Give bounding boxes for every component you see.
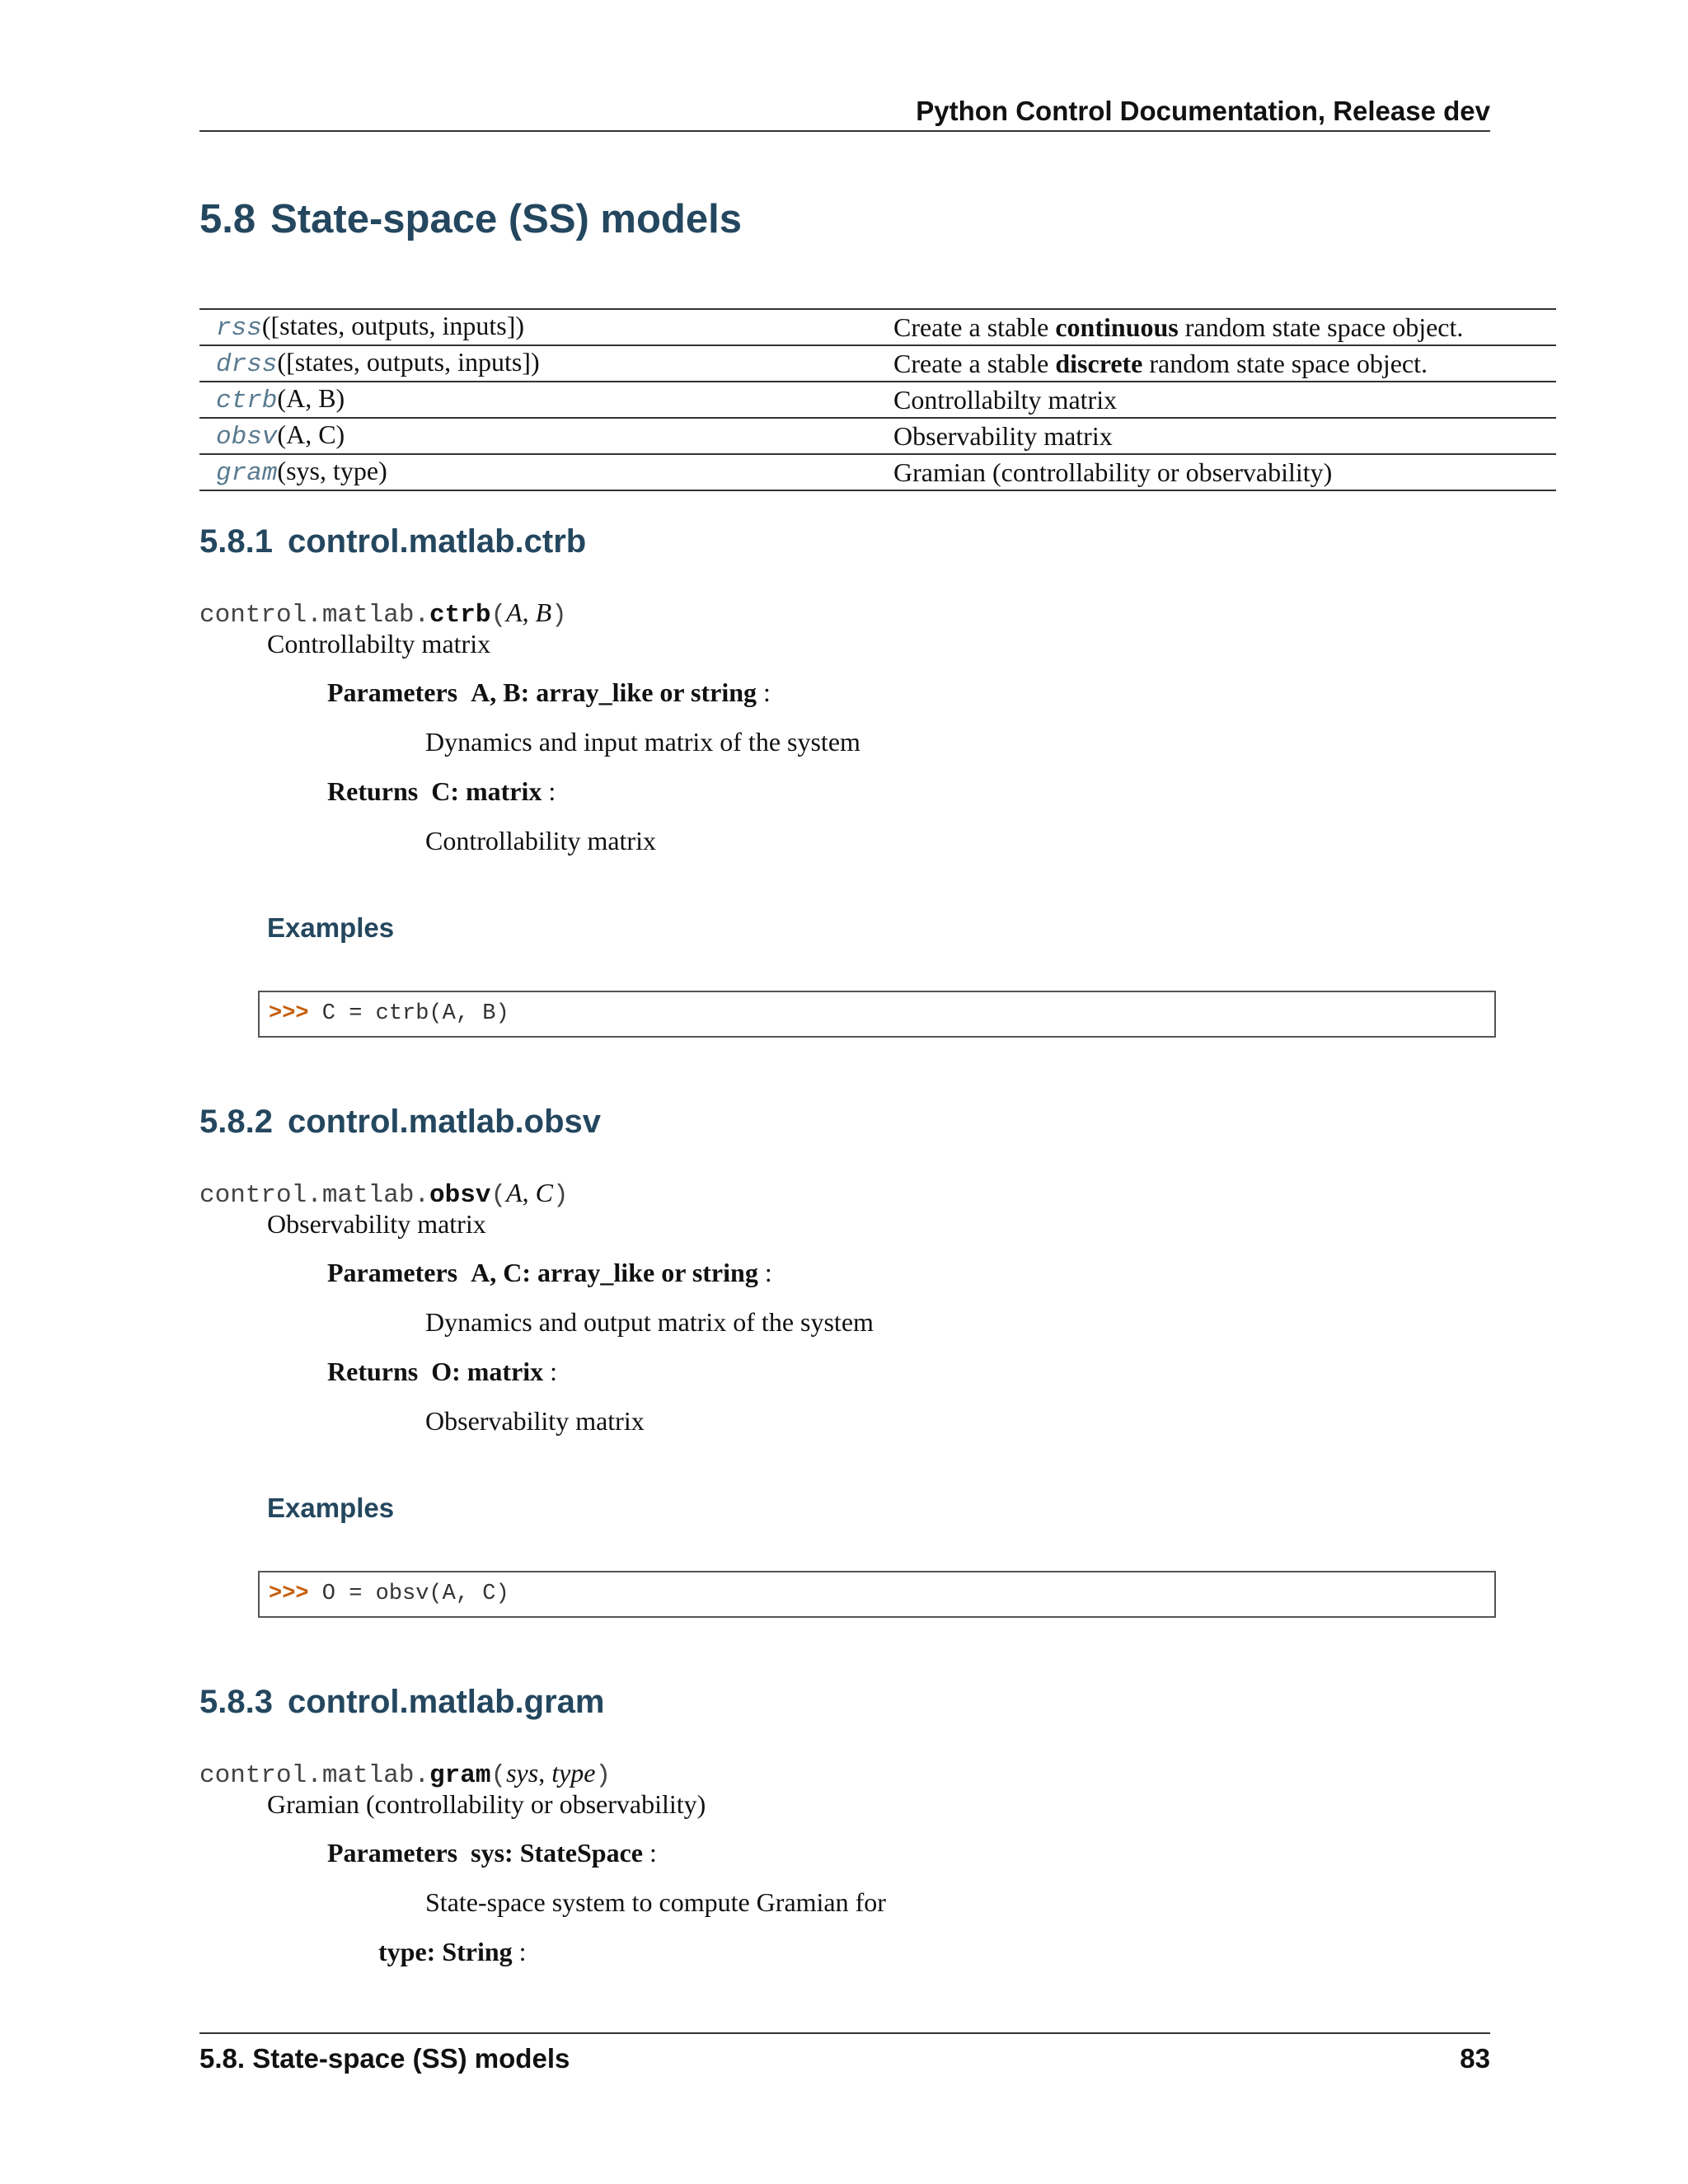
signature-paren: )	[551, 601, 567, 630]
signature-function-name: gram	[429, 1761, 491, 1790]
function-link-ctrb[interactable]: ctrb	[216, 387, 278, 415]
param-name: A, B: array_like or string	[471, 677, 757, 707]
description-emphasis: discrete	[1055, 348, 1143, 378]
signature-paren: )	[552, 1181, 569, 1210]
returns-field	[327, 775, 556, 808]
field-label: Parameters	[327, 1258, 458, 1287]
description-text: Gramian (controllability or observability)	[893, 457, 1333, 487]
param-description: Dynamics and output matrix of the system	[425, 1307, 874, 1337]
table-row	[199, 382, 1556, 418]
signature-arg: B	[535, 598, 552, 627]
function-summary: Gramian (controllability or observability)	[267, 1789, 706, 1819]
param-colon: :	[757, 1258, 772, 1287]
function-link-rss[interactable]: rss	[216, 314, 262, 343]
param-name: A, C: array_like or string	[471, 1258, 758, 1287]
signature-module: control.matlab.	[199, 601, 430, 630]
parameters-field	[327, 1256, 772, 1289]
table-cell-description	[893, 309, 1556, 345]
table-cell-signature	[199, 418, 893, 454]
signature-paren: )	[595, 1761, 612, 1790]
subsection-title-text: control.matlab.ctrb	[287, 523, 587, 560]
signature-paren: (	[490, 1181, 507, 1210]
subsection-title-ctrb	[199, 521, 586, 562]
table-cell-signature	[199, 309, 893, 345]
function-args: (A, C)	[277, 419, 345, 449]
table-cell-signature	[199, 382, 893, 418]
table-cell-description	[893, 418, 1556, 454]
param-description: State-space system to compute Gramian for	[425, 1887, 886, 1917]
examples-heading: Examples	[267, 912, 395, 943]
signature-paren: (	[490, 1761, 507, 1790]
running-header-title: Python Control Documentation, Release dev	[916, 96, 1490, 126]
table-cell-signature	[199, 345, 893, 382]
signature-sep: ,	[538, 1758, 552, 1788]
field-label: Parameters	[327, 677, 458, 707]
section-title	[199, 194, 742, 244]
section-number: 5.8	[199, 197, 256, 241]
function-args: ([states, outputs, inputs])	[261, 311, 524, 340]
subsection-number: 5.8.3	[199, 1684, 273, 1720]
table-row	[199, 454, 1556, 490]
function-summary: Observability matrix	[267, 1209, 486, 1239]
subsection-title-text: control.matlab.gram	[287, 1684, 605, 1720]
description-text: Observability matrix	[893, 420, 1113, 451]
description-text: Controllabilty matrix	[893, 384, 1118, 415]
table-row	[199, 345, 1556, 382]
signature-arg: C	[535, 1178, 553, 1207]
page-number: 83	[1460, 2043, 1490, 2074]
code-text: C = ctrb(A, B)	[308, 1001, 509, 1026]
signature-module: control.matlab.	[199, 1761, 430, 1790]
signature-sep: ,	[522, 598, 536, 627]
param-name: sys: StateSpace	[471, 1838, 643, 1868]
subsection-number: 5.8.2	[199, 1104, 273, 1140]
param-description: Dynamics and input matrix of the system	[425, 727, 860, 757]
subsection-title-gram	[199, 1681, 604, 1722]
return-name: O: matrix	[431, 1357, 544, 1386]
field-label: Parameters	[327, 1838, 458, 1868]
code-prompt: >>>	[269, 1582, 309, 1606]
param-colon: :	[643, 1838, 657, 1868]
code-text: O = obsv(A, C)	[308, 1582, 509, 1606]
signature-function-name: ctrb	[429, 601, 491, 630]
table-row	[199, 418, 1556, 454]
parameters-field	[327, 1836, 657, 1869]
code-example	[258, 1571, 1496, 1618]
table-row	[199, 309, 1556, 345]
param-name: type: String	[378, 1937, 513, 1966]
description-text: random state space object.	[1142, 348, 1428, 378]
function-link-gram[interactable]: gram	[216, 459, 278, 488]
running-header	[199, 92, 1490, 132]
param-field-type	[378, 1935, 527, 1968]
return-colon: :	[542, 776, 556, 806]
code-prompt: >>>	[269, 1001, 309, 1026]
table-cell-description	[893, 454, 1556, 490]
return-name: C: matrix	[431, 776, 542, 806]
summary-table	[199, 308, 1556, 491]
function-summary: Controllabilty matrix	[267, 629, 491, 658]
function-link-obsv[interactable]: obsv	[216, 423, 278, 452]
subsection-title-obsv	[199, 1101, 601, 1142]
code-example	[258, 991, 1496, 1038]
description-emphasis: continuous	[1055, 312, 1179, 342]
description-text: random state space object.	[1178, 312, 1464, 342]
return-description: Observability matrix	[425, 1406, 645, 1436]
subsection-title-text: control.matlab.obsv	[287, 1104, 602, 1140]
parameters-field	[327, 676, 771, 709]
return-description: Controllability matrix	[425, 826, 656, 855]
table-cell-description	[893, 345, 1556, 382]
section-title-text: State-space (SS) models	[270, 197, 742, 241]
field-label: Returns	[327, 1357, 419, 1386]
signature-sep: ,	[522, 1178, 536, 1207]
function-args: (A, B)	[277, 383, 345, 413]
running-footer	[199, 2032, 1490, 2083]
signature-arg: A	[506, 598, 523, 627]
param-colon: :	[757, 677, 771, 707]
subsection-number: 5.8.1	[199, 523, 273, 560]
param-colon: :	[512, 1937, 527, 1966]
function-link-drss[interactable]: drss	[216, 350, 278, 379]
field-label: Returns	[327, 776, 419, 806]
signature-function-name: obsv	[429, 1181, 491, 1210]
description-text: Create a stable	[893, 312, 1056, 342]
function-args: (sys, type)	[277, 456, 387, 485]
signature-module: control.matlab.	[199, 1181, 430, 1210]
signature-arg: A	[506, 1178, 523, 1207]
signature-arg: sys	[506, 1758, 539, 1788]
examples-heading: Examples	[267, 1493, 395, 1523]
signature-paren: (	[490, 601, 507, 630]
description-text: Create a stable	[893, 348, 1056, 378]
signature-arg: type	[551, 1758, 596, 1788]
returns-field	[327, 1355, 557, 1388]
footer-section-title: 5.8. State-space (SS) models	[199, 2043, 570, 2074]
return-colon: :	[543, 1357, 558, 1386]
table-cell-signature	[199, 454, 893, 490]
table-cell-description	[893, 382, 1556, 418]
function-args: ([states, outputs, inputs])	[277, 347, 540, 377]
